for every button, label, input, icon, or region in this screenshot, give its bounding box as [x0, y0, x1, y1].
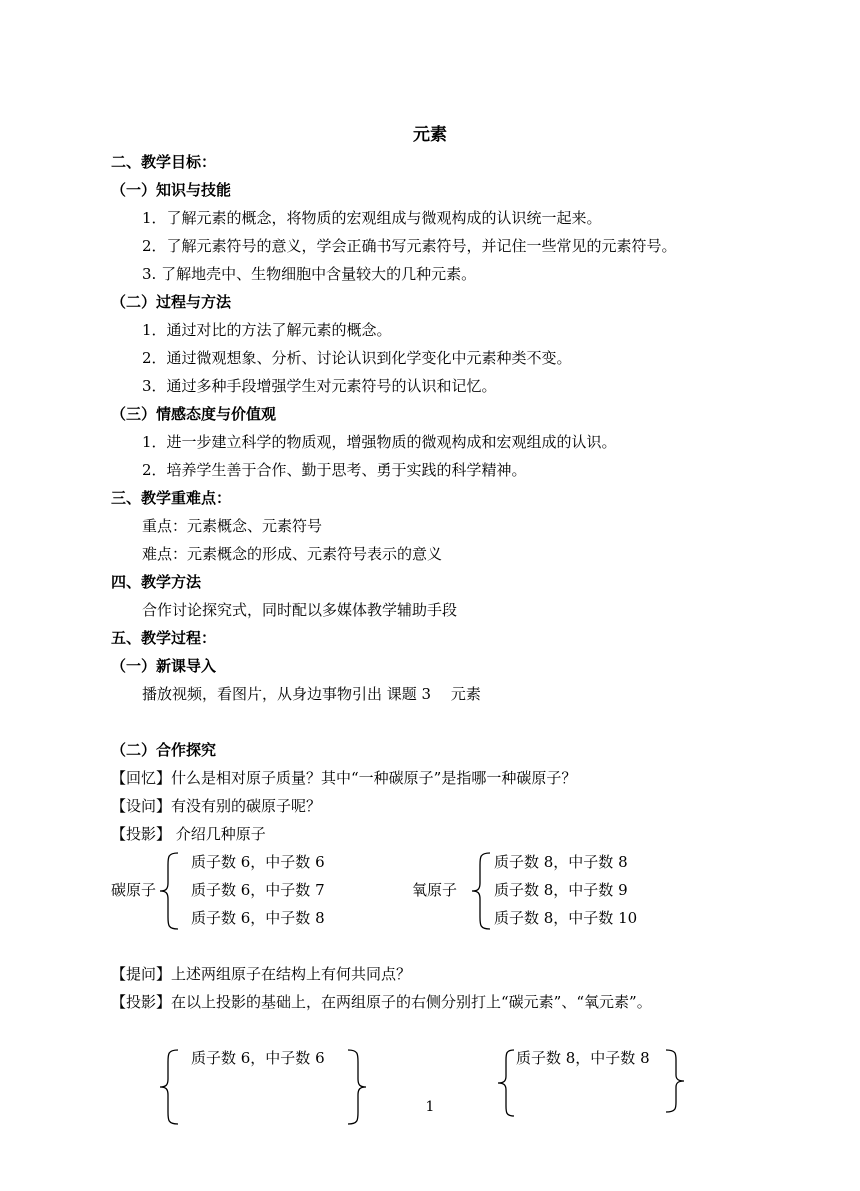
method-heading: 四、教学方法: [111, 573, 202, 591]
key-point: 重点：元素概念、元素符号: [142, 517, 323, 535]
question-text: 有没有别的碳原子呢？: [171, 797, 322, 815]
carbon-item-1: 质子数 6，中子数 6: [191, 853, 325, 871]
question-tag: 【设问】: [111, 797, 172, 815]
knowledge-item-1: 1．了解元素的概念，将物质的宏观组成与微观构成的认识统一起来。: [142, 209, 602, 227]
oxygen-item-1: 质子数 8，中子数 8: [494, 853, 628, 871]
projection2-line: [111, 992, 652, 1012]
carbon-item-2: 质子数 6，中子数 7: [191, 881, 325, 899]
carbon-label: 碳原子: [111, 881, 157, 899]
projection-line: [111, 824, 266, 844]
document-title: 元素: [413, 125, 447, 145]
procedure-heading: 五、教学过程：: [111, 629, 217, 647]
left-brace-icon: [470, 851, 492, 931]
projection2-tag: 【投影】: [111, 993, 172, 1011]
emotion-heading: （三）情感态度与价值观: [111, 405, 277, 423]
method-text: 合作讨论探究式，同时配以多媒体教学辅助手段: [142, 601, 458, 619]
emotion-item-2: 2．培养学生善于合作、勤于思考、勇于实践的科学精神。: [142, 461, 527, 479]
explore-heading: （二）合作探究: [111, 741, 217, 759]
ask-line: [111, 964, 411, 984]
process-item-3: 3．通过多种手段增强学生对元素符号的认识和记忆。: [142, 377, 497, 395]
projection2-text: 在以上投影的基础上，在两组原子的右侧分别打上“碳元素”、“氧元素”。: [171, 993, 652, 1011]
keypoints-heading: 三、教学重难点：: [111, 489, 232, 507]
oxygen-item-3: 质子数 8，中子数 10: [494, 909, 638, 927]
recall-tag: 【回忆】: [111, 769, 172, 787]
intro-text: 播放视频，看图片，从身边事物引出 课题 3 元素: [142, 685, 481, 703]
projection-tag: 【投影】: [111, 825, 172, 843]
projection-text: 介绍几种原子: [171, 825, 266, 843]
emotion-item-1: 1．进一步建立科学的物质观，增强物质的微观构成和宏观组成的认识。: [142, 433, 617, 451]
knowledge-item-3: 3. 了解地壳中、生物细胞中含量较大的几种元素。: [142, 265, 477, 283]
carbon-item-3: 质子数 6，中子数 8: [191, 909, 325, 927]
oxygen-label: 氧原子: [412, 881, 458, 899]
ask-text: 上述两组原子在结构上有何共同点？: [171, 965, 412, 983]
ask-tag: 【提问】: [111, 965, 172, 983]
recall-text: 什么是相对原子质量？其中“一种碳原子”是指哪一种碳原子？: [171, 769, 577, 787]
difficult-point: 难点：元素概念的形成、元素符号表示的意义: [142, 545, 443, 563]
knowledge-item-2: 2．了解元素符号的意义，学会正确书写元素符号，并记住一些常见的元素符号。: [142, 237, 677, 255]
question-line: [111, 796, 321, 816]
recall-line: [111, 768, 576, 788]
bottom-oxygen-item: 质子数 8，中子数 8: [516, 1049, 650, 1067]
oxygen-item-2: 质子数 8，中子数 9: [494, 881, 628, 899]
process-item-1: 1．通过对比的方法了解元素的概念。: [142, 321, 392, 339]
intro-heading: （一）新课导入: [111, 657, 217, 675]
knowledge-heading: （一）知识与技能: [111, 181, 232, 199]
bottom-carbon-item: 质子数 6，中子数 6: [191, 1049, 325, 1067]
process-item-2: 2．通过微观想象、分析、讨论认识到化学变化中元素种类不变。: [142, 349, 572, 367]
left-brace-icon: [158, 851, 180, 931]
process-heading: （二）过程与方法: [111, 293, 232, 311]
goals-heading: 二、教学目标：: [111, 153, 217, 171]
page-number: 1: [425, 1099, 435, 1115]
